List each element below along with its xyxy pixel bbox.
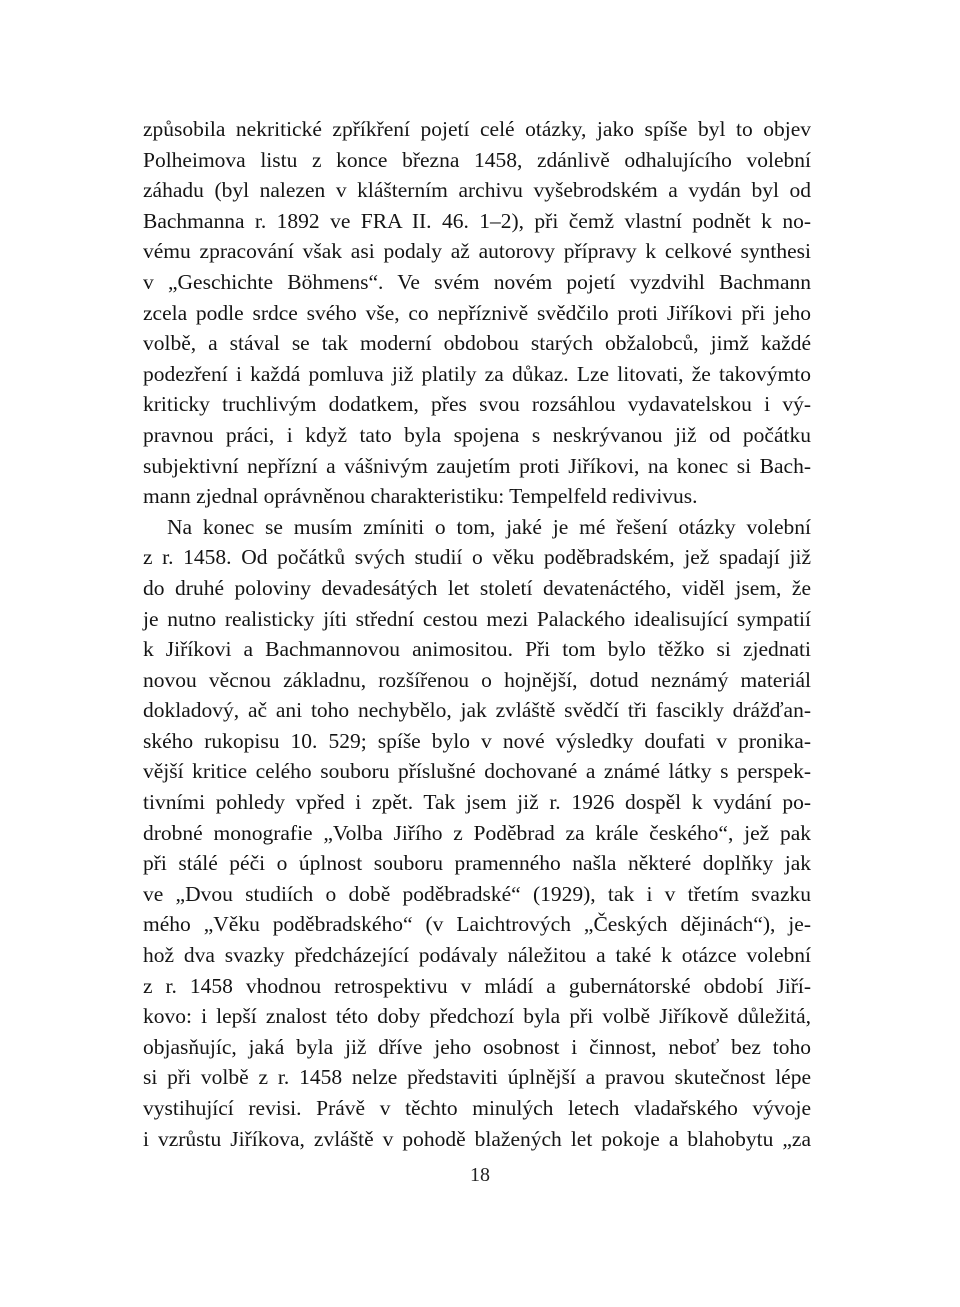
text-line: v „Geschichte Böhmens“. Ve svém novém pojetí vyzdvihl Bachmann [143,269,811,294]
text-line: způsobila nekritické zpříkření pojetí celé otázky, jako spíše byl to objev [143,117,811,141]
text-line: Polheimova listu z konce března 1458, zdánlivě odhalujícího volební [143,147,811,172]
text-line: subjektivní nepřízní a vášnivým zaujetím proti Jiříkovi, na konec si Bach- [143,453,811,478]
text-line: vější kritice celého souboru příslušné dochované a známé látky s perspek- [143,759,811,784]
paragraph-1 [143,114,811,512]
text-line: z r. 1458. Od počátků svých studií o věku poděbradském, jež spadají již [143,545,811,570]
text-line: Bachmanna r. 1892 ve FRA II. 46. 1–2), při čemž vlastní podnět k no- [143,208,811,233]
text-line: mann zjednal oprávněnou charakteristiku: Tempelfeld redivivus. [143,484,698,509]
text-line: kriticky truchlivým dodatkem, přes svou rozsáhlou vydavatelskou i vý- [143,392,811,417]
text-line: drobné monografie „Volba Jiřího z Poděbrad za krále českého“, jež pak [143,820,811,845]
text-line: zcela podle srdce svého vše, co nepříznivě svědčilo proti Jiříkovi při jeho [143,300,811,325]
text-line: pravnou práci, i když tato byla spojena s neskrývanou již od počátku [143,422,811,447]
text-line: vystihující revisi. Právě v těchto minulých letech vladařského vývoje [143,1096,811,1120]
text-line: z r. 1458 vhodnou retrospektivu v mládí a gubernátorské období Jiří- [143,973,811,998]
text-line: ve „Dvou studiích o době poděbradské“ (1929), tak i v třetím svazku [143,881,811,906]
text-line: i vzrůstu Jiříkova, zvláště v pohodě blažených let pokoje a blahobytu „za [143,1126,811,1151]
text-line: objasňujíc, jaká byla již dříve jeho osobnost i činnost, neboť bez toho [143,1034,811,1059]
text-line: při stálé péči o úplnost souboru pramenného našla některé doplňky jak [143,851,811,876]
page-number: 18 [470,1164,490,1186]
text-line: do druhé poloviny devadesátých let století devatenáctého, viděl jsem, že [143,575,811,600]
text-line: kovo: i lepší znalost této doby předchozí byla při volbě Jiříkově důležitá, [143,1004,811,1029]
text-line: volbě, a stával se tak moderní obdobou starých obžalobců, jimž každé [143,331,811,356]
text-line: mého „Věku poděbradského“ (v Laichtrových „Českých dějinách“), je- [143,912,811,937]
text-line: je nutno realisticky jíti střední cestou mezi Palackého idealisující sympatií [143,606,811,631]
text-line: hož dva svazky předcházející podávaly náležitou a také k otázce volební [143,943,811,968]
body-text [143,114,811,1154]
paragraph-2 [143,512,811,1154]
text-line: dokladový, ač ani toho nechybělo, jak zvláště svědčí tři fascikly drážďan- [143,698,811,723]
text-line: k Jiříkovi a Bachmannovou animositou. Při tom bylo těžko si zjednati [143,637,811,662]
text-line: si při volbě z r. 1458 nelze představiti úplnější a pravou skutečnost lépe [143,1065,811,1090]
text-line: novou věcnou základnu, rozšířenou o hojnější, dotud neznámý materiál [143,667,811,692]
text-line: ského rukopisu 10. 529; spíše bylo v nové výsledky doufati v pronika- [143,728,811,753]
text-line: vému zpracování však asi podaly až autorovy přípravy k celkové synthesi [143,239,811,264]
text-line: podezření i každá pomluva již platily za důkaz. Lze litovati, že takovýmto [143,361,811,386]
text-line: tivními pohledy vpřed i zpět. Tak jsem již r. 1926 dospěl k vydání po- [143,790,811,815]
text-line: záhadu (byl nalezen v klášterním archivu vyšebrodském a vydán byl od [143,178,811,203]
text-line: Na konec se musím zmíniti o tom, jaké je mé řešení otázky volební [167,514,811,539]
